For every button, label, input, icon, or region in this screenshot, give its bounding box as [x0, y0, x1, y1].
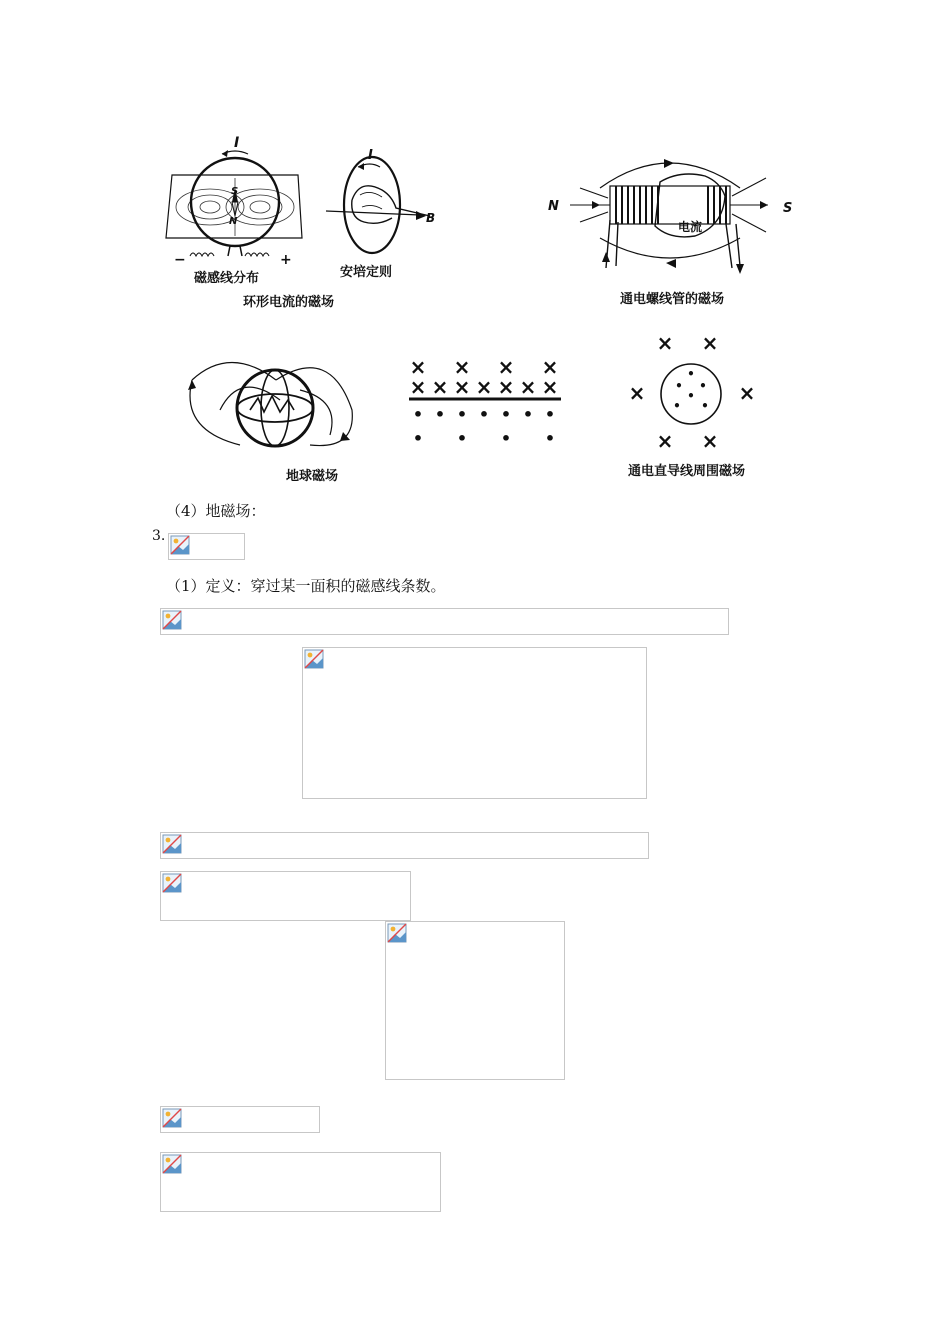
earth-diagram: [180, 350, 360, 460]
ring-minus: −: [174, 252, 186, 268]
field-into-page-mark: ×: [497, 375, 515, 399]
field-into-page-mark: ×: [497, 355, 515, 379]
ampere-label-i: I: [368, 148, 373, 163]
image-placeholder: [160, 608, 729, 635]
earth-caption: 地球磁场: [286, 469, 339, 484]
field-out-of-page-mark: •: [412, 405, 424, 424]
solenoid-diagram: [540, 148, 800, 278]
item-3-number: 3.: [152, 528, 166, 544]
broken-image-icon: [387, 923, 407, 943]
field-out-of-page-mark: •: [687, 367, 695, 381]
field-out-of-page-mark: •: [500, 429, 512, 448]
field-out-of-page-mark: •: [544, 429, 556, 448]
broken-image-icon: [304, 649, 324, 669]
field-out-of-page-mark: •: [456, 405, 468, 424]
solenoid-label-s: S: [783, 201, 793, 216]
definition-text: （1）定义：穿过某一面积的磁感线条数。: [166, 577, 446, 595]
image-placeholder: [160, 871, 411, 921]
field-into-page-mark: ×: [541, 375, 559, 399]
field-into-page-mark: ×: [541, 355, 559, 379]
field-into-page-mark: ×: [738, 381, 756, 405]
field-out-of-page-mark: •: [701, 399, 709, 413]
field-into-page-mark: ×: [453, 355, 471, 379]
ampere-caption: 安培定则: [340, 265, 393, 280]
field-into-page-mark: ×: [409, 375, 427, 399]
broken-image-icon: [162, 1108, 182, 1128]
field-into-page-mark: ×: [628, 381, 646, 405]
field-into-page-mark: ×: [475, 375, 493, 399]
broken-image-icon: [162, 1154, 182, 1174]
image-placeholder: [160, 832, 649, 859]
image-placeholder: [160, 1106, 320, 1133]
broken-image-icon: [170, 535, 190, 555]
image-placeholder: [160, 1152, 441, 1212]
ring-label-n: N: [229, 216, 238, 227]
wire-field-diagram: [405, 352, 565, 452]
field-into-page-mark: ×: [701, 429, 719, 453]
field-into-page-mark: ×: [656, 429, 674, 453]
ampere-label-b: B: [426, 211, 436, 225]
image-placeholder: [302, 647, 647, 799]
ring-label-i: I: [234, 135, 240, 151]
field-into-page-mark: ×: [656, 331, 674, 355]
field-out-of-page-mark: •: [456, 429, 468, 448]
ring-current-diagram: [160, 130, 310, 275]
field-out-of-page-mark: •: [412, 429, 424, 448]
field-into-page-mark: ×: [519, 375, 537, 399]
image-placeholder: [168, 533, 245, 560]
field-out-of-page-mark: •: [544, 405, 556, 424]
field-out-of-page-mark: •: [673, 399, 681, 413]
field-out-of-page-mark: •: [500, 405, 512, 424]
solenoid-inner-label: 电流: [678, 220, 703, 234]
broken-image-icon: [162, 610, 182, 630]
image-placeholder: [385, 921, 565, 1080]
field-into-page-mark: ×: [701, 331, 719, 355]
solenoid-title: 通电螺线管的磁场: [620, 292, 725, 307]
solenoid-label-n: N: [548, 199, 559, 214]
broken-image-icon: [162, 873, 182, 893]
field-into-page-mark: ×: [453, 375, 471, 399]
straight-wire-diagram: [625, 332, 765, 457]
ampere-rule-diagram: [322, 145, 442, 260]
field-out-of-page-mark: •: [478, 405, 490, 424]
ring-title: 环形电流的磁场: [243, 295, 335, 310]
broken-image-icon: [162, 834, 182, 854]
field-into-page-mark: ×: [431, 375, 449, 399]
field-out-of-page-mark: •: [675, 379, 683, 393]
geomagnetic-heading: （4）地磁场：: [166, 502, 266, 520]
field-out-of-page-mark: •: [434, 405, 446, 424]
field-into-page-mark: ×: [409, 355, 427, 379]
ring-label-s: S: [231, 186, 239, 197]
field-out-of-page-mark: •: [522, 405, 534, 424]
straight-wire-caption: 通电直导线周围磁场: [628, 464, 746, 479]
ring-sub-caption: 磁感线分布: [194, 271, 260, 286]
field-out-of-page-mark: •: [687, 389, 695, 403]
ring-plus: +: [280, 252, 292, 268]
field-out-of-page-mark: •: [699, 379, 707, 393]
